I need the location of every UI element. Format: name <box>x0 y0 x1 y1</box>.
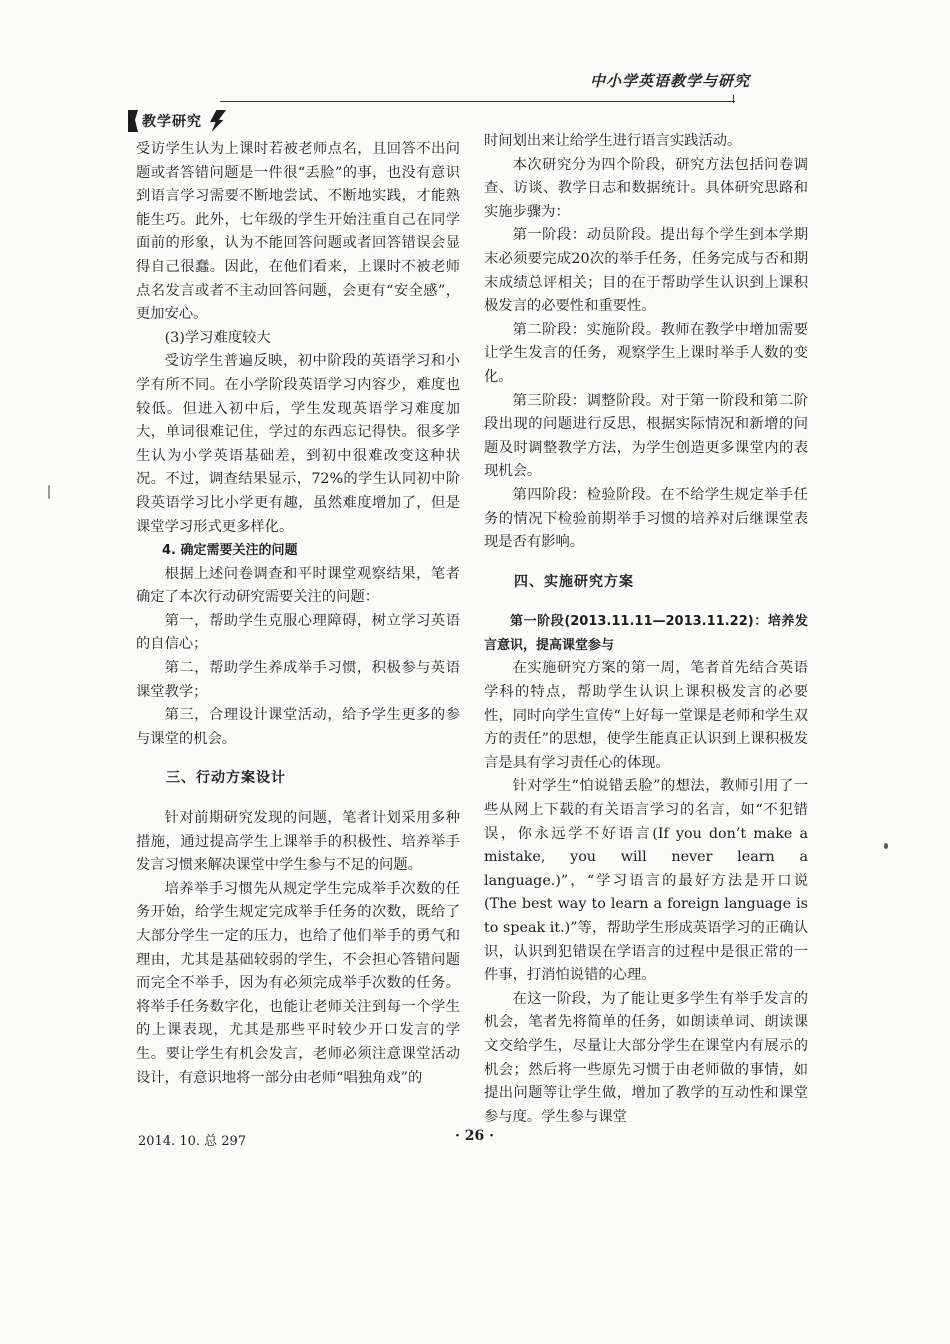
bolt-icon <box>210 110 226 132</box>
paragraph: 第四阶段：检验阶段。在不给学生规定举手任务的情况下检验前期举手习惯的培养对后继课堂表现是否有影响。 <box>484 486 808 551</box>
list-item: 第三，合理设计课堂活动，给予学生更多的参与课堂的机会。 <box>136 707 460 747</box>
paragraph: 针对前期研究发现的问题，笔者计划采用多种措施，通过提高学生上课举手的积极性、培养举手发言习惯来解决课堂中学生参与不足的问题。 <box>136 810 460 874</box>
stage-heading: 第一阶段(2013.11.11—2013.11.22)：培养发言意识，提高课堂参与 <box>484 614 808 653</box>
paragraph: 培养举手习惯先从规定学生完成举手次数的任务开始，给学生规定完成举手任务的次数，既给了大部分学生一定的压力，也给了他们举手的勇气和理由，尤其是基础较弱的学生，不会担心答错问题而完全不举手，因为有必须完成举手次数的任务。将举手任务数字化，也能让老师关注到每一个学生的上课表现，尤其是那些平时较少开口发言的学生。要让学生有机会发言，老师必须注意课堂活动设计，有意识地将一部分由老师“唱独角戏”的 <box>136 880 460 1086</box>
paragraph: 根据上述问卷调查和平时课堂观察结果，笔者确定了本次行动研究需要关注的问题： <box>136 565 460 606</box>
section-heading: 三、行动方案设计 <box>166 770 286 787</box>
paragraph: 针对学生“怕说错丢脸”的想法，教师引用了一些从网上下载的有关语言学习的名言，如“不犯错误，你永远学不好语言(If you don’t make a mistake, you will never learn a language.)”，“学习语言的最好方法是开口说(The best way to learn a foreign language is to speak it.)”等，帮助学生形成英语学习的正确认识，认识到犯错误在学语言的过程中是很正常的一件事，打消怕说错的心理。 <box>484 778 808 984</box>
paragraph: 受访学生普遍反映，初中阶段的英语学习和小学有所不同。在小学阶段英语学习内容少，难度也较低。但进入初中后，学生发现英语学习难度加大，单词很难记住，学过的东西忘记得快。很多学生认为小学英语基础差，到初中很难改变这种状况。不过，调查结果显示，72%的学生认同初中阶段英语学习比小学更有趣，虽然难度增加了，但是课堂学习形式更多样化。 <box>136 353 460 535</box>
section-tag <box>128 108 226 134</box>
paragraph: 本次研究分为四个阶段，研究方法包括问卷调查、访谈、教学日志和数据统计。具体研究思路和实施步骤为： <box>484 156 808 220</box>
section-heading: 四、实施研究方案 <box>514 573 634 590</box>
paragraph: 在实施研究方案的第一周，笔者首先结合英语学科的特点，帮助学生认识上课积极发言的必要性，同时向学生宣传“上好每一堂课是老师和学生双方的责任”的思想，使学生能真正认识到上课积极发言是具有学习责任心的体现。 <box>484 660 808 771</box>
header-rule-tick <box>733 95 734 103</box>
paragraph: 时间划出来让给学生进行语言实践活动。 <box>484 133 742 149</box>
left-column <box>136 138 460 1090</box>
journal-title: 中小学英语教学与研究 <box>590 72 751 90</box>
header-rule <box>220 101 735 102</box>
scan-speck <box>48 485 50 499</box>
subheading: (3)学习难度较大 <box>164 329 271 346</box>
paragraph: 在这一阶段，为了能让更多学生有举手发言的机会，笔者先将简单的任务，如朗读单词、朗读课文交给学生，尽量让大部分学生在课堂内有展示的机会；然后将一些原先习惯于由老师做的事情，如提出问题等让学生做，增加了教学的互动性和课堂参与度。学生参与课堂 <box>484 990 808 1125</box>
right-column <box>484 130 808 1129</box>
paragraph: 第三阶段：调整阶段。对于第一阶段和第二阶段出现的问题进行反思，根据实际情况和新增的问题及时调整教学方法，为学生创造更多课堂内的表现机会。 <box>484 392 808 480</box>
paragraph: 第一阶段：动员阶段。提出每个学生到本学期末必须要完成20次的举手任务，任务完成与否和期末成绩总评相关；目的在于帮助学生认识到上课积极发言的必要性和重要性。 <box>484 227 808 315</box>
issue-info: 2014. 10. 总 297 <box>138 1134 247 1149</box>
subheading: 4. 确定需要关注的问题 <box>162 543 298 559</box>
flag-icon <box>128 110 138 132</box>
page-number: · 26 · <box>455 1128 494 1144</box>
section-label: 教学研究 <box>142 114 202 130</box>
list-item: 第一，帮助学生克服心理障碍，树立学习英语的自信心； <box>136 612 460 653</box>
paragraph: 第二阶段：实施阶段。教师在教学中增加需要让学生发言的任务，观察学生上课时举手人数的变化。 <box>484 321 808 385</box>
list-item: 第二，帮助学生养成举手习惯，积极参与英语课堂教学； <box>136 660 460 700</box>
scan-speck <box>884 843 888 849</box>
paragraph: 受访学生认为上课时若被老师点名，且回答不出问题或者答错问题是一件很“丢脸”的事，也没有意识到语言学习需要不断地尝试、不断地实践，才能熟能生巧。此外，七年级的学生开始注重自己在同学面前的形象，认为不能回答问题或者回答错误会显得自己很蠢。因此，在他们看来，上课时不被老师点名发言或者不主动回答问题，会更有“安全感”，更加安心。 <box>136 141 460 323</box>
